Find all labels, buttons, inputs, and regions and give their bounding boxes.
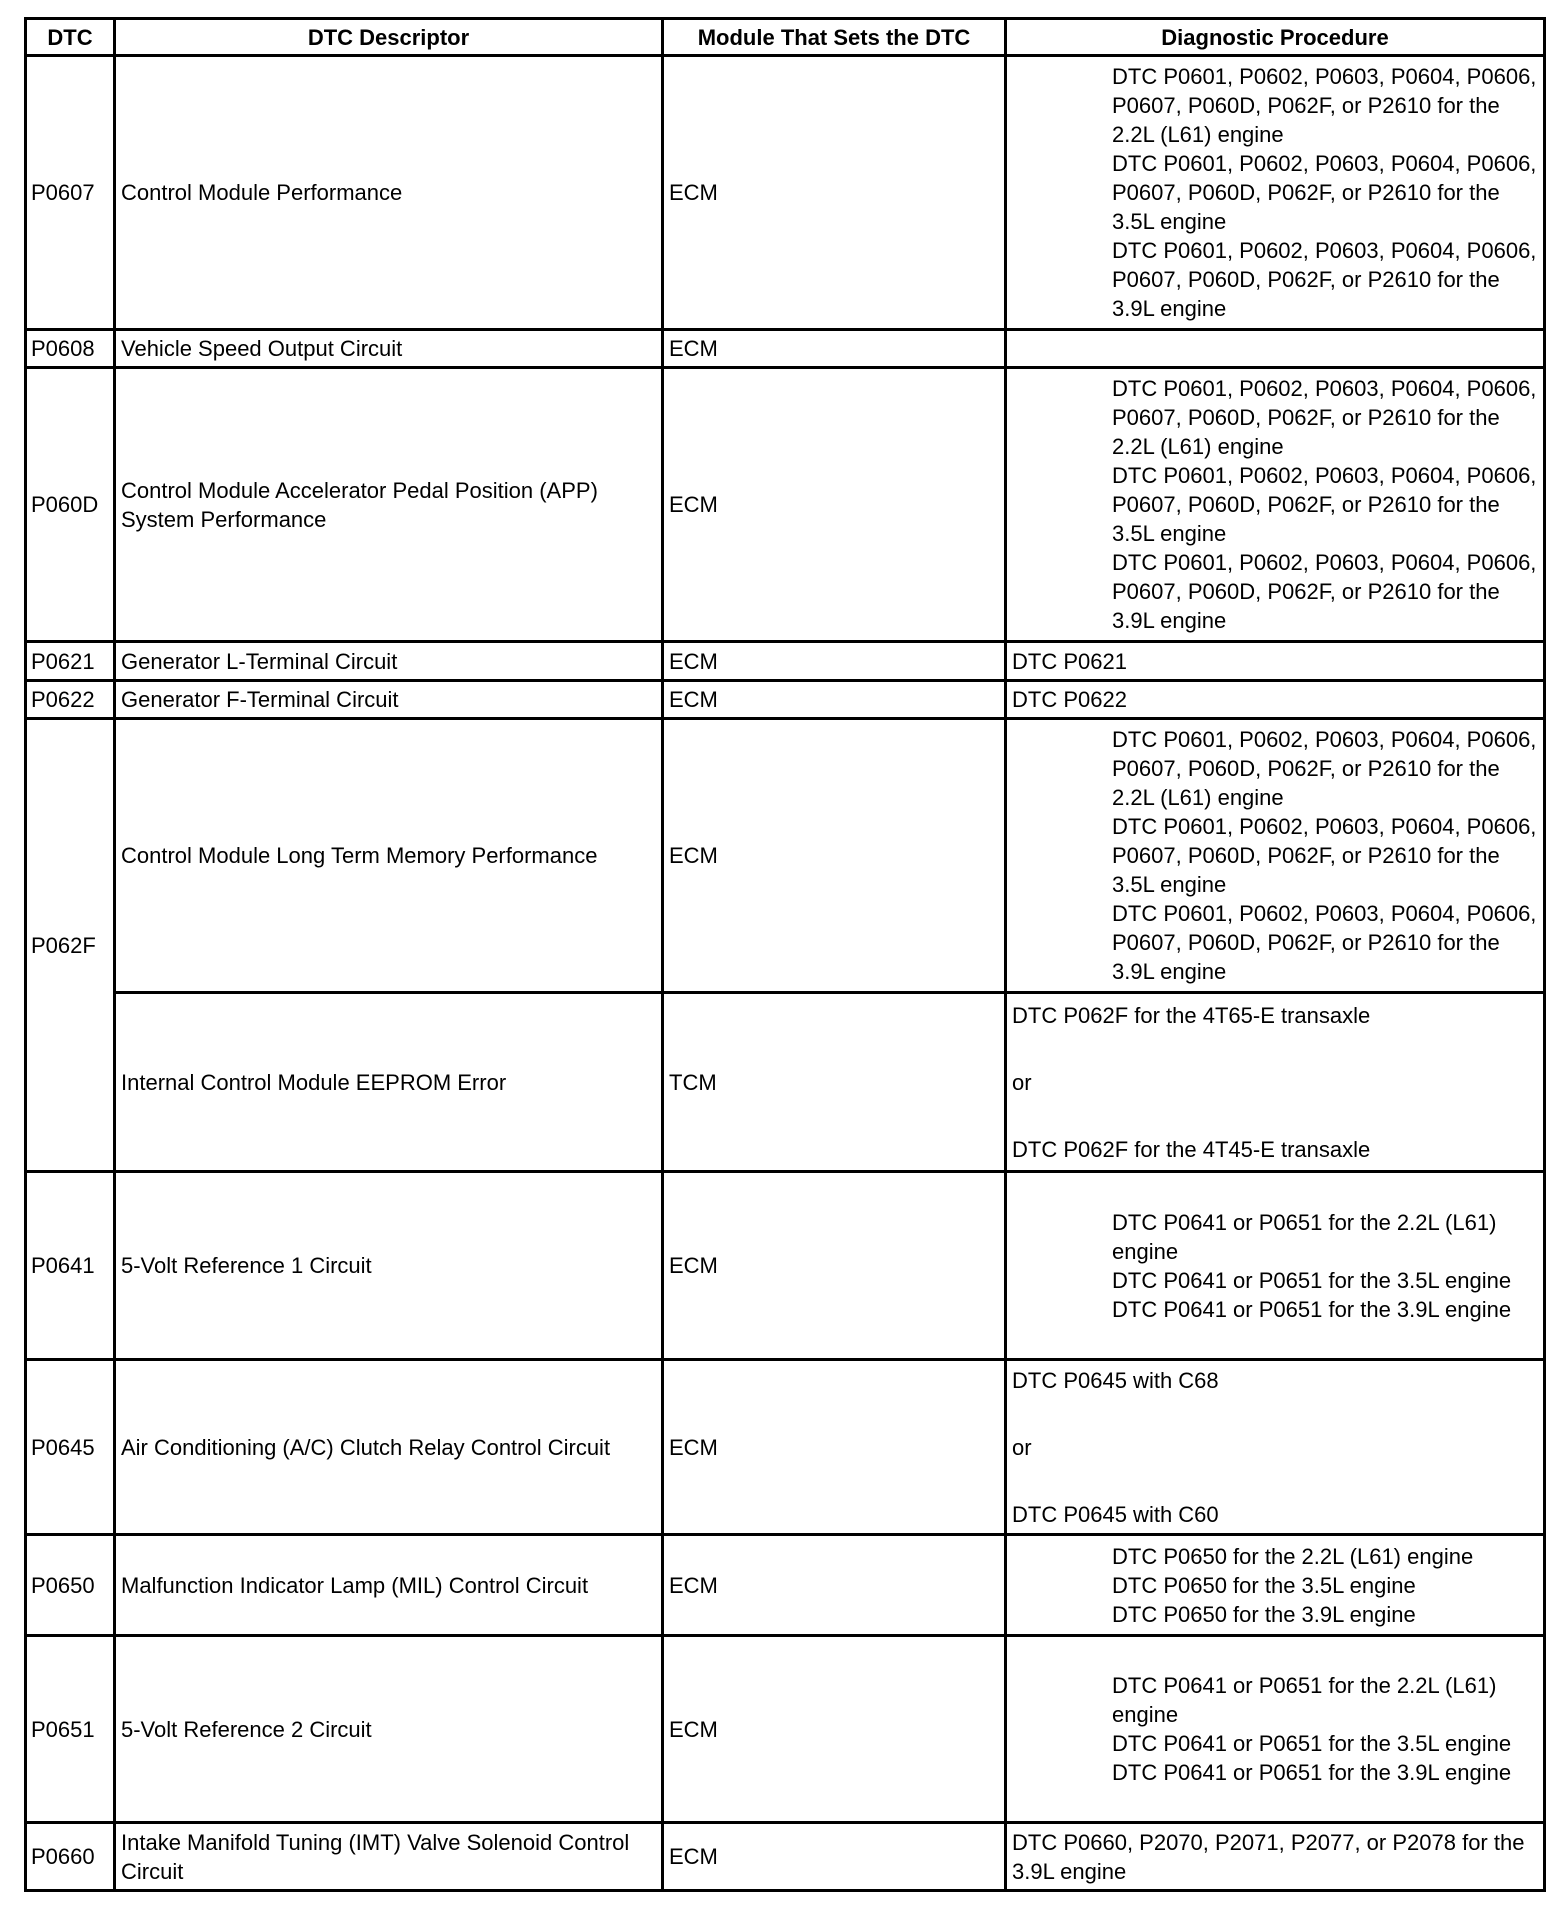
diagnostic-procedure: [1006, 368, 1545, 642]
procedure-separator: or: [1012, 1434, 1032, 1460]
procedure-link[interactable]: DTC P0601, P0602, P0603, P0604, P0606, P0607, P060D, P062F, or P2610 for the 2.2L (L61) engine: [1112, 376, 1537, 460]
diagnostic-procedure: [1006, 1635, 1545, 1822]
procedure-link[interactable]: DTC P0645 with C60: [1012, 1501, 1219, 1527]
table-row: [26, 1823, 1545, 1891]
dtc-descriptor: Air Conditioning (A/C) Clutch Relay Control Circuit: [115, 1359, 663, 1534]
module-name: ECM: [663, 680, 1006, 718]
procedure-link[interactable]: DTC P0622: [1012, 686, 1127, 712]
module-name: ECM: [663, 330, 1006, 368]
diagnostic-procedure: [1006, 719, 1545, 993]
dtc-table: [24, 17, 1546, 1892]
header-dtc: DTC: [26, 19, 115, 56]
module-name: ECM: [663, 719, 1006, 993]
header-module: Module That Sets the DTC: [663, 19, 1006, 56]
procedure-link[interactable]: DTC P0601, P0602, P0603, P0604, P0606, P0607, P060D, P062F, or P2610 for the 3.5L engine: [1112, 151, 1537, 235]
table-row: [26, 993, 1545, 1172]
procedure-link[interactable]: DTC P0641 or P0651 for the 2.2L (L61) engine: [1112, 1209, 1497, 1264]
diagnostic-procedure: [1006, 642, 1545, 680]
module-name: ECM: [663, 1535, 1006, 1636]
table-row: [26, 1172, 1545, 1359]
procedure-link[interactable]: DTC P0601, P0602, P0603, P0604, P0606, P0607, P060D, P062F, or P2610 for the 3.9L engine: [1112, 550, 1537, 634]
dtc-descriptor: Control Module Performance: [115, 56, 663, 330]
procedure-link[interactable]: DTC P0601, P0602, P0603, P0604, P0606, P0607, P060D, P062F, or P2610 for the 3.9L engine: [1112, 901, 1537, 985]
module-name: ECM: [663, 368, 1006, 642]
dtc-code: P0607: [26, 56, 115, 330]
dtc-code: P060D: [26, 368, 115, 642]
header-procedure: Diagnostic Procedure: [1006, 19, 1545, 56]
diagnostic-procedure: [1006, 56, 1545, 330]
diagnostic-procedure: [1006, 330, 1545, 368]
procedure-link[interactable]: DTC P0641 or P0651 for the 3.9L engine: [1112, 1760, 1512, 1786]
table-row: [26, 1359, 1545, 1534]
procedure-link[interactable]: DTC P0601, P0602, P0603, P0604, P0606, P0607, P060D, P062F, or P2610 for the 2.2L (L61) engine: [1112, 64, 1537, 148]
dtc-descriptor: 5-Volt Reference 1 Circuit: [115, 1172, 663, 1359]
dtc-code: P0608: [26, 330, 115, 368]
procedure-link[interactable]: DTC P0641 or P0651 for the 3.5L engine: [1112, 1731, 1512, 1757]
dtc-descriptor: Vehicle Speed Output Circuit: [115, 330, 663, 368]
diagnostic-procedure: [1006, 993, 1545, 1172]
table-row: [26, 1635, 1545, 1822]
module-name: ECM: [663, 642, 1006, 680]
procedure-link[interactable]: DTC P062F for the 4T45-E transaxle: [1012, 1136, 1371, 1162]
table-row: [26, 56, 1545, 330]
procedure-link[interactable]: DTC P0645 with C68: [1012, 1367, 1219, 1393]
procedure-link[interactable]: DTC P0641 or P0651 for the 3.9L engine: [1112, 1296, 1512, 1322]
module-name: ECM: [663, 1823, 1006, 1891]
procedure-link[interactable]: DTC P062F for the 4T65-E transaxle: [1012, 1002, 1371, 1028]
dtc-code: P0622: [26, 680, 115, 718]
diagnostic-procedure: [1006, 1359, 1545, 1534]
procedure-separator: or: [1012, 1069, 1032, 1095]
procedure-link[interactable]: DTC P0660, P2070, P2071, P2077, or P2078 for the 3.9L engine: [1012, 1829, 1525, 1884]
diagnostic-procedure: [1006, 680, 1545, 718]
table-row: [26, 642, 1545, 680]
module-name: ECM: [663, 1172, 1006, 1359]
dtc-code: P0660: [26, 1823, 115, 1891]
dtc-descriptor: Generator L-Terminal Circuit: [115, 642, 663, 680]
table-row: [26, 368, 1545, 642]
diagnostic-procedure: [1006, 1172, 1545, 1359]
module-name: ECM: [663, 1359, 1006, 1534]
table-row: [26, 719, 1545, 993]
table-row: [26, 1535, 1545, 1636]
dtc-descriptor: Intake Manifold Tuning (IMT) Valve Solenoid Control Circuit: [115, 1823, 663, 1891]
dtc-descriptor: 5-Volt Reference 2 Circuit: [115, 1635, 663, 1822]
dtc-descriptor: Internal Control Module EEPROM Error: [115, 993, 663, 1172]
dtc-code: P0651: [26, 1635, 115, 1822]
dtc-code: P062F: [26, 719, 115, 1172]
diagnostic-procedure: [1006, 1535, 1545, 1636]
dtc-descriptor: Control Module Accelerator Pedal Position (APP) System Performance: [115, 368, 663, 642]
dtc-code: P0650: [26, 1535, 115, 1636]
dtc-descriptor: Control Module Long Term Memory Performance: [115, 719, 663, 993]
procedure-link[interactable]: DTC P0601, P0602, P0603, P0604, P0606, P0607, P060D, P062F, or P2610 for the 2.2L (L61) engine: [1112, 727, 1537, 811]
procedure-link[interactable]: DTC P0601, P0602, P0603, P0604, P0606, P0607, P060D, P062F, or P2610 for the 3.5L engine: [1112, 463, 1537, 547]
header-descriptor: DTC Descriptor: [115, 19, 663, 56]
procedure-link[interactable]: DTC P0601, P0602, P0603, P0604, P0606, P0607, P060D, P062F, or P2610 for the 3.5L engine: [1112, 814, 1537, 898]
module-name: TCM: [663, 993, 1006, 1172]
procedure-link[interactable]: DTC P0650 for the 3.9L engine: [1112, 1601, 1416, 1627]
module-name: ECM: [663, 1635, 1006, 1822]
module-name: ECM: [663, 56, 1006, 330]
dtc-code: P0621: [26, 642, 115, 680]
header-row: [26, 19, 1545, 56]
dtc-descriptor: Malfunction Indicator Lamp (MIL) Control Circuit: [115, 1535, 663, 1636]
table-row: [26, 680, 1545, 718]
procedure-link[interactable]: DTC P0601, P0602, P0603, P0604, P0606, P0607, P060D, P062F, or P2610 for the 3.9L engine: [1112, 238, 1537, 322]
procedure-link[interactable]: DTC P0641 or P0651 for the 3.5L engine: [1112, 1267, 1512, 1293]
dtc-code: P0645: [26, 1359, 115, 1534]
dtc-code: P0641: [26, 1172, 115, 1359]
procedure-link[interactable]: DTC P0621: [1012, 648, 1127, 674]
table-row: [26, 330, 1545, 368]
diagnostic-procedure: [1006, 1823, 1545, 1891]
procedure-link[interactable]: DTC P0641 or P0651 for the 2.2L (L61) engine: [1112, 1673, 1497, 1728]
procedure-link[interactable]: DTC P0650 for the 2.2L (L61) engine: [1112, 1543, 1474, 1569]
procedure-link[interactable]: DTC P0650 for the 3.5L engine: [1112, 1572, 1416, 1598]
dtc-descriptor: Generator F-Terminal Circuit: [115, 680, 663, 718]
